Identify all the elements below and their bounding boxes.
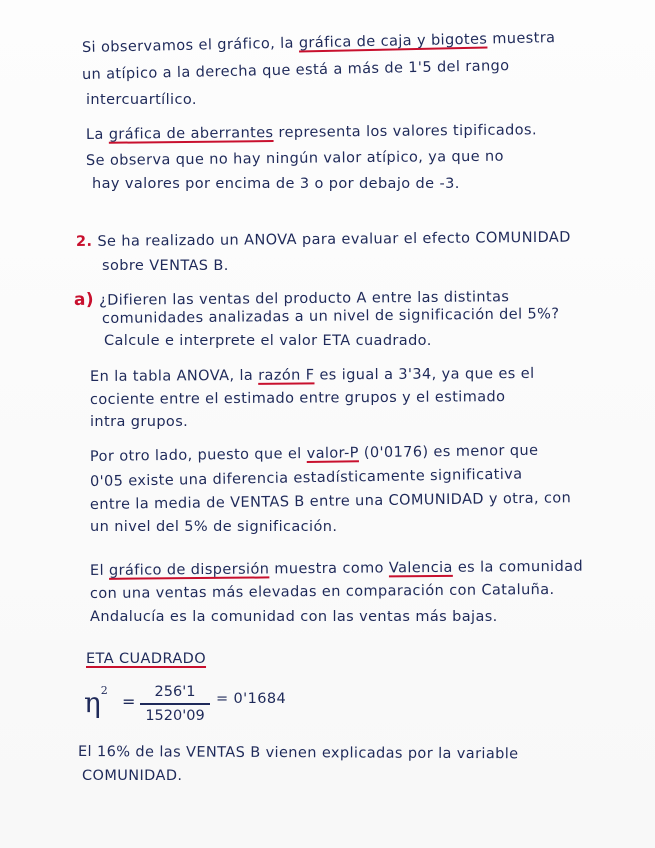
underlined-term: gráfica de aberrantes [108,125,274,143]
fraction-numerator: 256'1 [154,684,196,700]
para3-line1 [90,366,535,385]
underlined-term: gráfico de dispersión [108,561,270,579]
text: En la tabla ANOVA, la [89,367,259,385]
conclusion-line2: COMUNIDAD. [82,768,183,784]
eta-letter: η [84,686,101,719]
fraction-bar [140,703,210,705]
text: es la comunidad [452,558,584,576]
eta-fraction [140,684,210,724]
subquestion-label: a) [73,289,95,310]
question2-line2: sobre VENTAS B. [102,258,229,274]
question-number: 2. [75,233,93,250]
text: La [85,126,109,143]
text: ¿Difieren las ventas del producto A entre las distintas [99,289,510,309]
text: representa los valores tipificados. [273,122,538,142]
subquestion-a-line2: comunidades analizadas a un nivel de significación del 5%? [101,306,560,327]
para4-line3: entre la media de VENTAS B entre una COMUNIDAD y otra, con [89,490,572,513]
underlined-term: gráfica de caja y bigotes [298,31,488,52]
text: Se ha realizado un ANOVA para evaluar el efecto COMUNIDAD [97,229,571,250]
text: Si observamos el gráfico, la [81,35,300,56]
text: muestra como [269,560,389,578]
text: muestra [487,30,556,48]
para1-line3: intercuartílico. [86,92,197,108]
underlined-term: Valencia [388,559,453,577]
text: Por otro lado, puesto que el [89,445,307,465]
para4-line4: un nivel del 5% de significación. [90,519,338,535]
subquestion-a-line3: Calcule e interprete el valor ETA cuadrado. [104,333,432,349]
text: es igual a 3'34, ya que es el [314,365,535,384]
eta-heading: ETA CUADRADO [86,651,207,667]
para2-line2: Se observa que no hay ningún valor atípico, ya que no [85,148,504,169]
para3-line3: intra grupos. [90,414,189,430]
para5-line3: Andalucía es la comunidad con las ventas más bajas. [90,609,498,625]
eta-symbol [84,684,108,719]
para1-line2: un atípico a la derecha que está a más de 1'5 del rango [81,58,510,83]
text: El [89,562,110,579]
para4-line2: 0'05 existe una diferencia estadísticamente significativa [89,466,523,490]
eta-result: = 0'1684 [216,691,287,707]
fraction-denominator: 1520'09 [145,707,205,724]
text: (0'0176) es menor que [358,442,539,462]
para5-line2: con una ventas más elevadas en comparación con Cataluña. [89,581,555,602]
para2-line3: hay valores por encima de 3 o por debajo de -3. [92,176,460,192]
conclusion-line1: El 16% de las VENTAS B vienen explicadas por la variable [77,744,519,763]
para3-line2: cociente entre el estimado entre grupos y el estimado [89,389,506,408]
equals-sign: = [122,692,136,711]
underlined-term: razón F [258,367,315,384]
eta-exponent: 2 [100,684,108,697]
underlined-term: valor-P [306,445,359,462]
